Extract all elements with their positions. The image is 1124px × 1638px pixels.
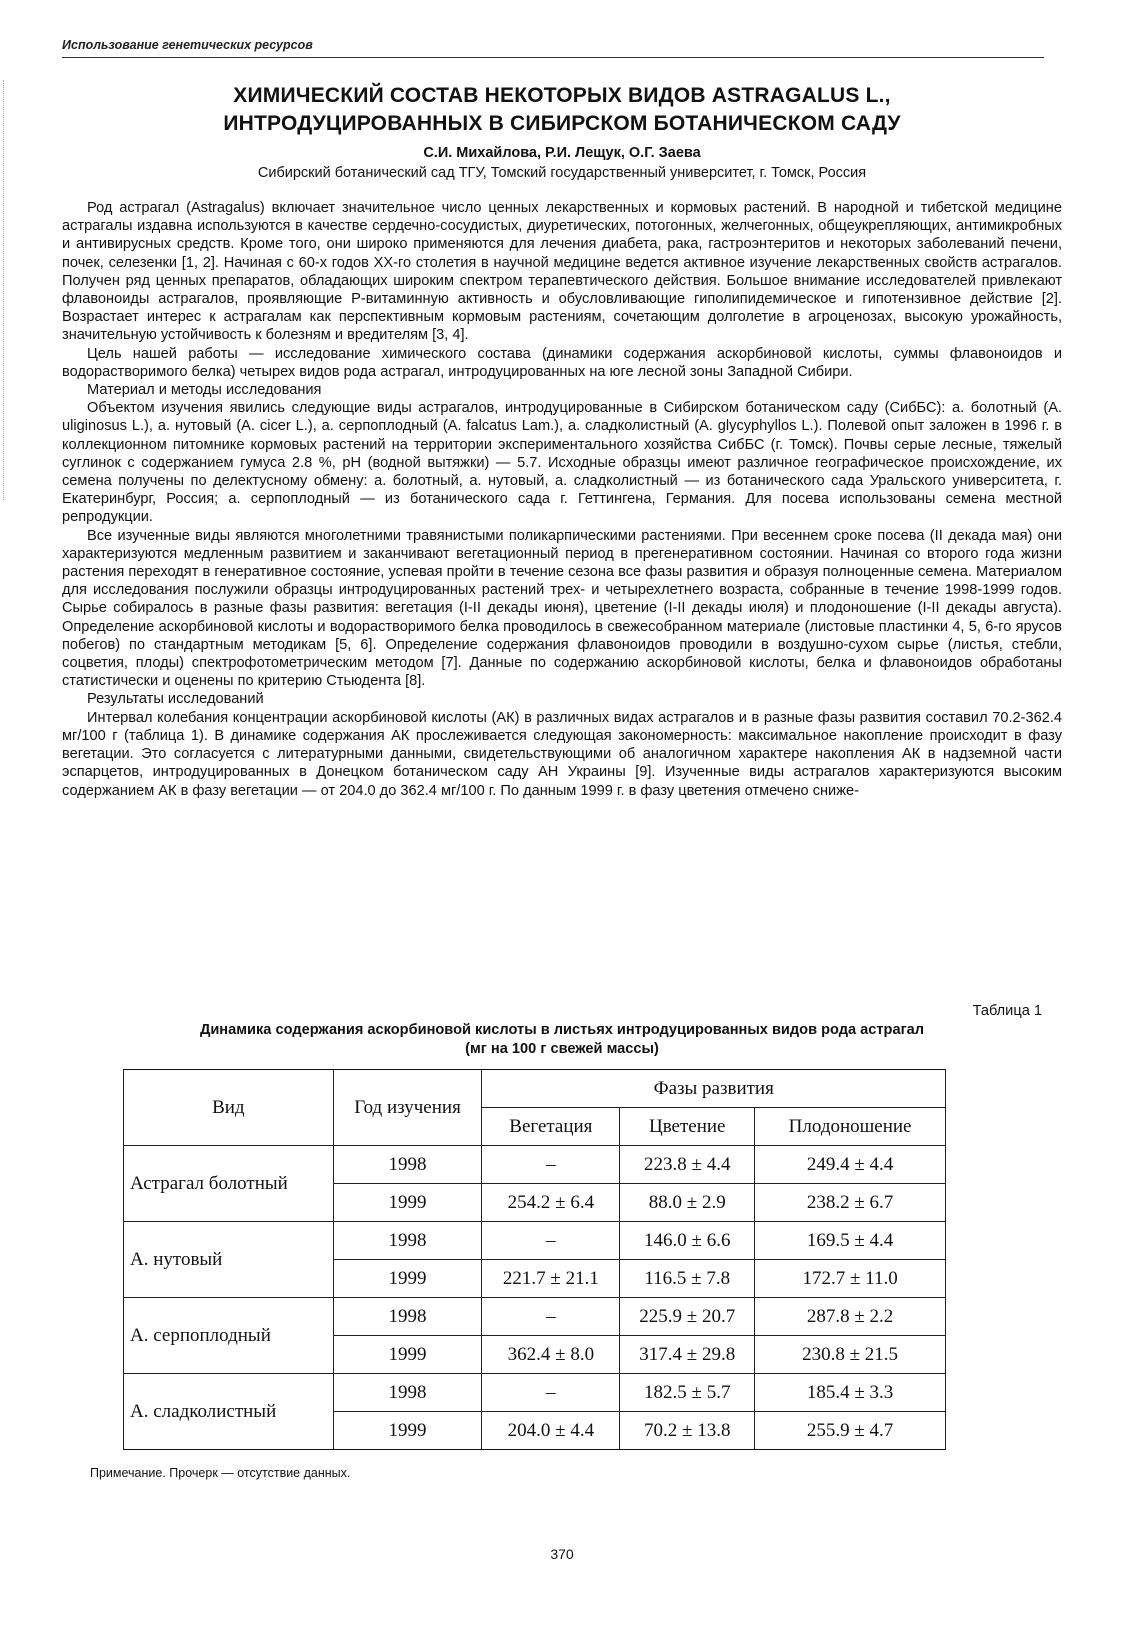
header-species: Вид	[124, 1070, 334, 1146]
table-row	[124, 1146, 946, 1184]
species-cell: А. нутовый	[124, 1222, 334, 1298]
authors: С.И. Михайлова, Р.И. Лещук, О.Г. Заева	[423, 145, 701, 161]
year-cell: 1999	[333, 1260, 482, 1298]
table-row	[124, 1298, 946, 1336]
year-cell: 1999	[333, 1412, 482, 1450]
paragraph-results: Интервал колебания концентрации аскорбиновой кислоты (АК) в различных видах астрагалов и в разные фазы развития составил 70.2-362.4 мг/100 г (таблица 1). В динамике содержания АК прослеживается следующая закономерность: максимальное накопление происходит в фазу вегетации. Это согласуется с литературными данными, свидетельствующими об аналогичном характере накопления АК в надземной части эспарцетов, интродуцированных в Донецком ботаническом саду АН Украины [9]. Изученные виды астрагалов характеризуются высоким содержанием АК в фазу вегетации — от 204.0 до 362.4 мг/100 г. По данным 1999 г. в фазу цветения отмечено сниже-	[62, 709, 1062, 799]
value-cell: 230.8 ± 21.5	[755, 1336, 946, 1374]
value-cell: –	[482, 1146, 620, 1184]
value-cell: 88.0 ± 2.9	[620, 1184, 755, 1222]
table-caption-line-2: (мг на 100 г свежей массы)	[465, 1040, 659, 1057]
table-row	[124, 1222, 946, 1260]
year-cell: 1999	[333, 1184, 482, 1222]
value-cell: 172.7 ± 11.0	[755, 1260, 946, 1298]
scan-edge-marks	[3, 80, 12, 500]
header-fruiting: Плодоношение	[755, 1108, 946, 1146]
table-row	[124, 1374, 946, 1412]
value-cell: –	[482, 1298, 620, 1336]
value-cell: 204.0 ± 4.4	[482, 1412, 620, 1450]
year-cell: 1998	[333, 1374, 482, 1412]
header-phases: Фазы развития	[482, 1070, 946, 1108]
value-cell: 116.5 ± 7.8	[620, 1260, 755, 1298]
year-cell: 1999	[333, 1336, 482, 1374]
value-cell: 362.4 ± 8.0	[482, 1336, 620, 1374]
title-block	[60, 82, 1064, 183]
article-title-line-2: ИНТРОДУЦИРОВАННЫХ В СИБИРСКОМ БОТАНИЧЕСКОМ САДУ	[223, 112, 901, 135]
header-flowering: Цветение	[620, 1108, 755, 1146]
paragraph-aim: Цель нашей работы — исследование химического состава (динамики содержания аскорбиновой кислоты, суммы флавоноидов и водорастворимого белка) четырех видов рода астрагал, интродуцированных на юге лесной зоны Западной Сибири.	[62, 345, 1062, 380]
header-year: Год изучения	[333, 1070, 482, 1146]
table-note: Примечание. Прочерк — отсутствие данных.	[90, 1466, 351, 1480]
species-cell: Астрагал болотный	[124, 1146, 334, 1222]
value-cell: 185.4 ± 3.3	[755, 1374, 946, 1412]
table-caption-line-1: Динамика содержания аскорбиновой кислоты в листьях интродуцированных видов рода астрагал	[199, 1022, 925, 1038]
value-cell: 221.7 ± 21.1	[482, 1260, 620, 1298]
header-vegetation: Вегетация	[482, 1108, 620, 1146]
species-cell: А. серпоплодный	[124, 1298, 334, 1374]
running-head: Использование генетических ресурсов	[62, 38, 313, 52]
table-caption	[62, 1021, 1062, 1058]
paragraph-methods: Все изученные виды являются многолетними травянистыми поликарпическими растениями. При весеннем сроке посева (II декада мая) они характеризуются медленным развитием и заканчивают вегетационный период в прегенеративном состоянии. Начиная со второго года жизни растения переходят в генеративное состояние, успевая пройти в течение сезона все фазы развития и образуя полноценные семена. Материалом для исследования послужили образцы интродуцированных растений трех- и четырехлетнего возраста, собранные в течение 1998-1999 годов. Сырье собиралось в разные фазы развития: вегетация (I-II декады июня), цветение (I-II декады июля) и плодоношение (I-II декады августа). Определение аскорбиновой кислоты и водорастворимого белка проводилось в свежесобранном материале (листовые пластинки 4, 5, 6-го ярусов побегов) по стандартным методикам [5, 6]. Определение содержания флавоноидов проводили в воздушно-сухом сырье (листья, стебли, соцветия, плоды) спектрофотометрическим методом [7]. Данные по содержанию аскорбиновой кислоты, белка и флавоноидов обработаны статистически и оценены по критерию Стьюдента [8].	[62, 527, 1062, 690]
value-cell: 223.8 ± 4.4	[620, 1146, 755, 1184]
value-cell: 225.9 ± 20.7	[620, 1298, 755, 1336]
year-cell: 1998	[333, 1146, 482, 1184]
section-heading-results: Результаты исследований	[87, 691, 264, 708]
value-cell: 255.9 ± 4.7	[755, 1412, 946, 1450]
year-cell: 1998	[333, 1222, 482, 1260]
value-cell: 287.8 ± 2.2	[755, 1298, 946, 1336]
paragraph-objects: Объектом изучения явились следующие виды астрагалов, интродуцированные в Сибирском ботаническом саду (СибБС): а. болотный (A. uliginosus L.), а. нутовый (A. cicer L.), а. серпоплодный (A. falcatus Lam.), а. сладколистный (A. glycyphyllos L.). Полевой опыт заложен в 1996 г. в коллекционном питомнике кормовых растений на территории экспериментального хозяйства СибБС (г. Томск). Почвы серые лесные, тяжелый суглинок с содержанием гумуса 2.8 %, рН (водной вытяжки) — 5.7. Исходные образцы имеют различное географическое происхождение, их семена получены по делектусному обмену: а. болотный, а. нутовый, а. сладколистный — из ботанического сада Уральского университета, г. Екатеринбург, Россия; а. серпоплодный — из ботанического сада г. Геттингена, Германия. Для посева использованы семена местной репродукции.	[62, 400, 1062, 526]
affiliation: Сибирский ботанический сад ТГУ, Томский государственный университет, г. Томск, Россия	[257, 165, 867, 181]
value-cell: 249.4 ± 4.4	[755, 1146, 946, 1184]
value-cell: 254.2 ± 6.4	[482, 1184, 620, 1222]
species-cell: А. сладколистный	[124, 1374, 334, 1450]
value-cell: 317.4 ± 29.8	[620, 1336, 755, 1374]
section-heading-methods: Материал и методы исследования	[87, 382, 322, 399]
header-rule	[62, 57, 1044, 58]
article-title-line-1: ХИМИЧЕСКИЙ СОСТАВ НЕКОТОРЫХ ВИДОВ ASTRAGALUS L.,	[233, 84, 891, 107]
value-cell: –	[482, 1222, 620, 1260]
ascorbic-acid-table	[123, 1069, 946, 1450]
table-label: Таблица 1	[972, 1003, 1042, 1019]
value-cell: 70.2 ± 13.8	[620, 1412, 755, 1450]
value-cell: 146.0 ± 6.6	[620, 1222, 755, 1260]
value-cell: 169.5 ± 4.4	[755, 1222, 946, 1260]
value-cell: 238.2 ± 6.7	[755, 1184, 946, 1222]
paragraph-intro: Род астрагал (Astragalus) включает значительное число ценных лекарственных и кормовых растений. В народной и тибетской медицине астрагалы издавна используются в качестве сердечно-сосудистых, диуретических, потогонных, желчегонных, общеукрепляющих, антимикробных и антивирусных средств. Кроме того, они широко применяются для лечения диабета, рака, гастроэнтеритов и некоторых заболеваний печени, почек, селезенки [1, 2]. Начиная с 60-х годов XX-го столетия в научной медицине ведется активное изучение лекарственных свойств астрагалов. Получен ряд ценных препаратов, обладающих широким спектром терапевтического действия. Большое внимание исследователей привлекают флавоноиды астрагалов, проявляющие Р-витаминную активность и обусловливающие гиполипидемическое и гипотензивное действие [2]. Возрастает интерес к астрагалам как перспективным кормовым растениям, сочетающим долголетие в агроценозах, высокую урожайность, значительную устойчивость к болезням и вредителям [3, 4].	[62, 200, 1062, 344]
value-cell: 182.5 ± 5.7	[620, 1374, 755, 1412]
article-body	[62, 199, 1062, 800]
page-number: 370	[550, 1546, 574, 1562]
value-cell: –	[482, 1374, 620, 1412]
year-cell: 1998	[333, 1298, 482, 1336]
